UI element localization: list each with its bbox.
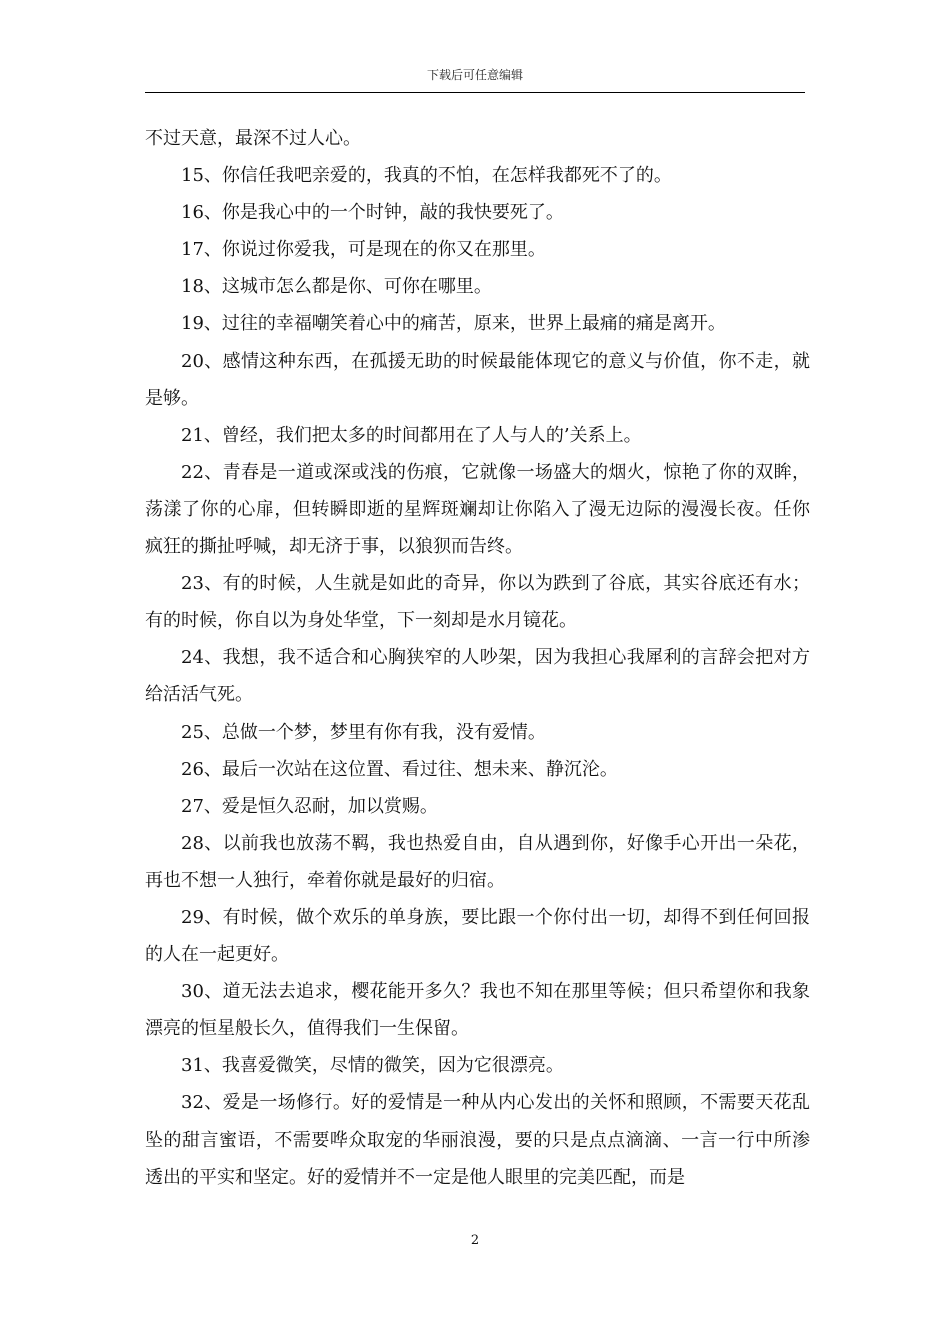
- paragraph-25: 25、总做一个梦，梦里有你有我，没有爱情。: [181, 721, 546, 743]
- paragraph-30: 30、道无法去追求，樱花能开多久？我也不知在那里等候；但只希望你和我象漂亮的恒星般长久，值得我们一生保留。: [145, 981, 810, 1040]
- paragraph-15: 15、你信任我吧亲爱的，我真的不怕，在怎样我都死不了的。: [181, 165, 672, 187]
- paragraph-29: 29、有时候，做个欢乐的单身族，要比跟一个你付出一切，却得不到任何回报的人在一起更好。: [145, 906, 810, 966]
- paragraph-20: 20、感情这种东西，在孤援无助的时候最能体现它的意义与价值，你不走，就是够。: [145, 350, 810, 409]
- paragraph-19: 19、过往的幸福嘲笑着心中的痛苦，原来，世界上最痛的痛是离开。: [181, 313, 726, 335]
- paragraph-31: 31、我喜爱微笑，尽情的微笑，因为它很漂亮。: [181, 1055, 564, 1077]
- paragraph-26: 26、最后一次站在这位置、看过往、想未来、静沉沦。: [181, 758, 618, 780]
- header-divider: [145, 92, 805, 93]
- paragraph-24: 24、我想，我不适合和心胸狭窄的人吵架，因为我担心我犀利的言辞会把对方给活活气死。: [145, 647, 810, 706]
- paragraph-17: 17、你说过你爱我，可是现在的你又在那里。: [181, 239, 546, 261]
- paragraph-23: 23、有的时候，人生就是如此的奇异，你以为跌到了谷底，其实谷底还有水；有的时候，你自以为身处华堂，下一刻却是水月镜花。: [145, 573, 810, 632]
- page-header: 下载后可任意编辑: [426, 68, 523, 82]
- paragraph-continued: 不过天意，最深不过人心。: [145, 128, 361, 149]
- document-body: [145, 120, 810, 1196]
- paragraph-18: 18、这城市怎么都是你、可你在哪里。: [181, 276, 492, 298]
- paragraph-22: 22、青春是一道或深或浅的伤痕，它就像一场盛大的烟火，惊艳了你的双眸，荡漾了你的心扉，但转瞬即逝的星辉斑斓却让你陷入了漫无边际的漫漫长夜。任你疯狂的撕扯呼喊，却无济于事，以狼狈而告终。: [145, 461, 810, 558]
- paragraph-32: 32、爱是一场修行。好的爱情是一种从内心发出的关怀和照顾，不需要天花乱坠的甜言蜜语，不需要哗众取宠的华丽浪漫，要的只是点点滴滴、一言一行中所渗透出的平实和坚定。好的爱情并不一定是他人眼里的完美匹配，而是: [145, 1092, 810, 1188]
- paragraph-21: 21、曾经，我们把太多的时间都用在了人与人的’关系上。: [181, 424, 642, 446]
- page-number: 2: [470, 1233, 480, 1248]
- paragraph-28: 28、以前我也放荡不羁，我也热爱自由，自从遇到你，好像手心开出一朵花，再也不想一人独行，牵着你就是最好的归宿。: [145, 832, 810, 891]
- paragraph-16: 16、你是我心中的一个时钟，敲的我快要死了。: [181, 202, 564, 224]
- paragraph-27: 27、爱是恒久忍耐，加以赏赐。: [181, 795, 438, 817]
